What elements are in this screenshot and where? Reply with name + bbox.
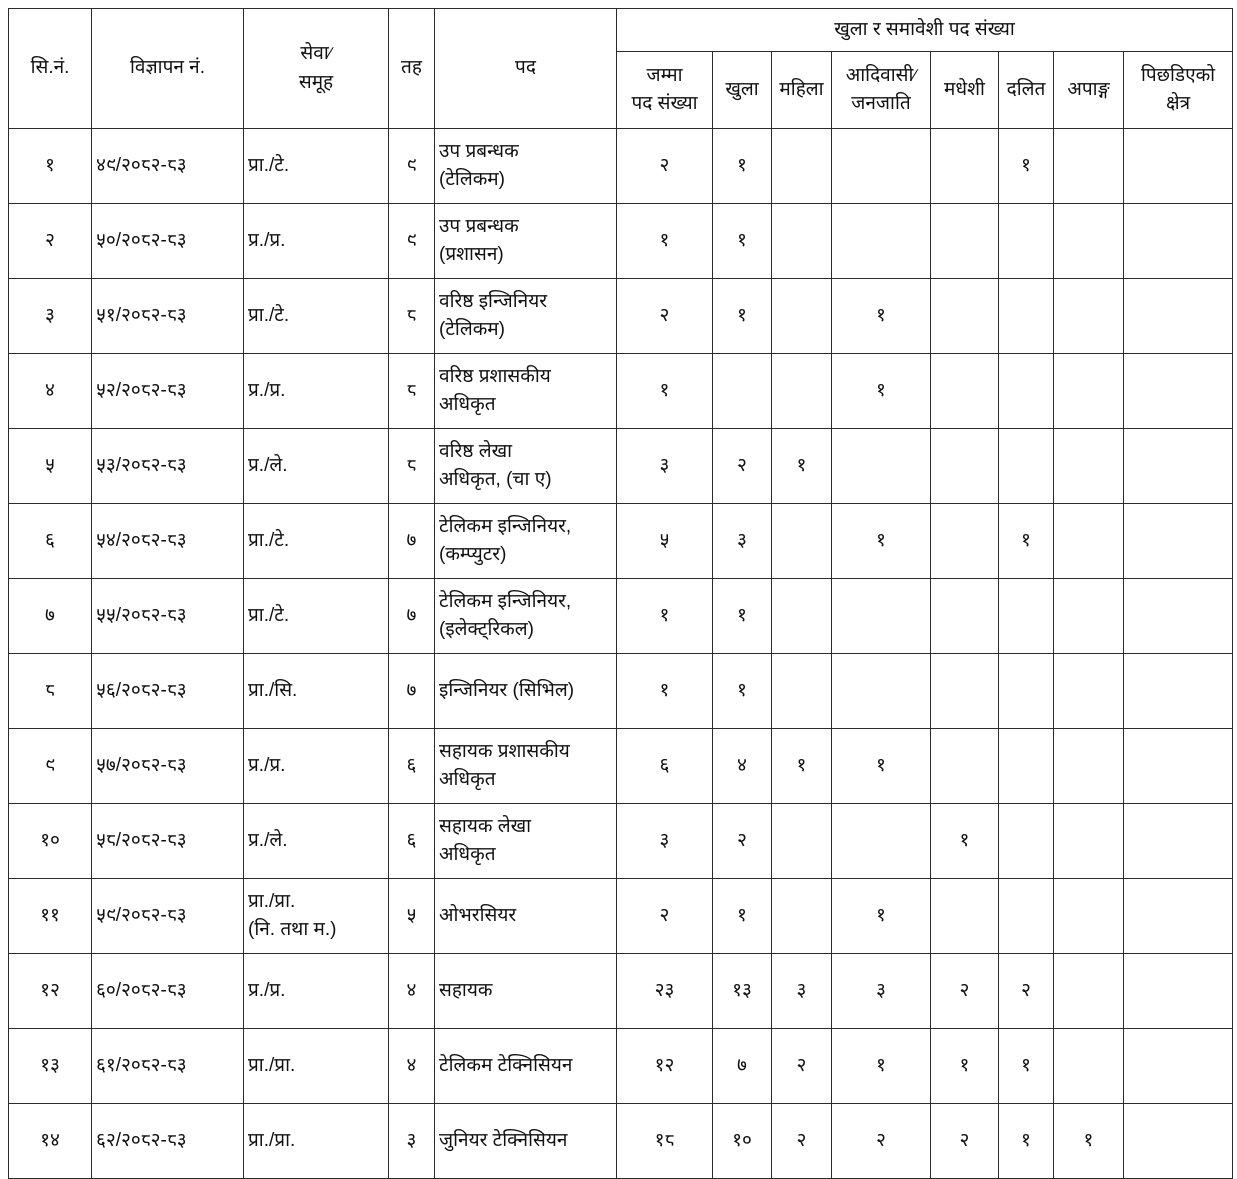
cell-service-group-line1: प्र./प्र. bbox=[248, 754, 286, 776]
cell-backward-region bbox=[1124, 429, 1233, 504]
cell-women bbox=[772, 504, 832, 579]
cell-post-line2: अधिकृत bbox=[439, 769, 496, 790]
cell-advertisement-no: ५१/२०८२-८३ bbox=[92, 279, 244, 354]
cell-disabled bbox=[1054, 354, 1124, 429]
column-header-service-group bbox=[244, 9, 389, 129]
cell-service-group-line1: प्र./प्र. bbox=[248, 379, 286, 401]
cell-sn: १४ bbox=[9, 1104, 92, 1179]
table-row bbox=[9, 654, 1233, 729]
cell-backward-region bbox=[1124, 1104, 1233, 1179]
cell-advertisement-no: ५२/२०८२-८३ bbox=[92, 354, 244, 429]
cell-post bbox=[435, 1104, 617, 1179]
cell-women bbox=[772, 579, 832, 654]
backward-label-line1: पिछडिएको bbox=[1140, 64, 1216, 86]
cell-backward-region bbox=[1124, 504, 1233, 579]
header-row-group bbox=[9, 9, 1233, 52]
cell-backward-region bbox=[1124, 129, 1233, 204]
cell-open: ७ bbox=[713, 1029, 772, 1104]
cell-level: ९ bbox=[389, 129, 435, 204]
cell-advertisement-no: ६०/२०८२-८३ bbox=[92, 954, 244, 1029]
cell-disabled bbox=[1054, 579, 1124, 654]
adivasi-label-line2: जनजाति bbox=[851, 93, 911, 114]
cell-adivasi-janajati: १ bbox=[832, 504, 931, 579]
cell-service-group-line1: प्र./ले. bbox=[248, 829, 288, 851]
cell-post-line1: वरिष्ठ इन्जिनियर bbox=[439, 290, 547, 312]
cell-sn: ८ bbox=[9, 654, 92, 729]
total-label-line2: पद संख्या bbox=[631, 93, 698, 114]
cell-post bbox=[435, 654, 617, 729]
cell-dalit bbox=[999, 429, 1054, 504]
cell-post bbox=[435, 354, 617, 429]
cell-open: ४ bbox=[713, 729, 772, 804]
cell-open: १ bbox=[713, 654, 772, 729]
cell-adivasi-janajati bbox=[832, 129, 931, 204]
column-header-post: पद bbox=[435, 9, 617, 129]
cell-total-posts: ६ bbox=[617, 729, 713, 804]
cell-post-line2: अधिकृत bbox=[439, 394, 496, 415]
cell-post-line1: सहायक bbox=[439, 979, 493, 1001]
cell-post-line1: उप प्रबन्धक bbox=[439, 140, 519, 162]
slash-separator: ∕ bbox=[913, 65, 917, 85]
cell-post bbox=[435, 1029, 617, 1104]
cell-sn: १३ bbox=[9, 1029, 92, 1104]
cell-service-group bbox=[244, 129, 389, 204]
table-row bbox=[9, 879, 1233, 954]
table-row bbox=[9, 954, 1233, 1029]
cell-advertisement-no: ५९/२०८२-८३ bbox=[92, 879, 244, 954]
cell-post bbox=[435, 954, 617, 1029]
cell-level: ६ bbox=[389, 804, 435, 879]
cell-post-line1: जुनियर टेक्निसियन bbox=[439, 1129, 568, 1151]
cell-post-line2: (टेलिकम) bbox=[439, 169, 505, 190]
cell-dalit: १ bbox=[999, 1104, 1054, 1179]
service-group-label-line1: सेवा∕ bbox=[300, 43, 332, 64]
cell-service-group bbox=[244, 729, 389, 804]
cell-service-group-line1: प्रा./टे. bbox=[248, 604, 290, 626]
cell-open: १ bbox=[713, 579, 772, 654]
cell-dalit bbox=[999, 879, 1054, 954]
cell-disabled bbox=[1054, 129, 1124, 204]
cell-post-line2: अधिकृत bbox=[439, 844, 496, 865]
cell-disabled bbox=[1054, 654, 1124, 729]
cell-post bbox=[435, 804, 617, 879]
cell-women bbox=[772, 804, 832, 879]
cell-total-posts: २ bbox=[617, 129, 713, 204]
cell-post-line1: उप प्रबन्धक bbox=[439, 215, 519, 237]
cell-backward-region bbox=[1124, 354, 1233, 429]
cell-open: २ bbox=[713, 804, 772, 879]
cell-madhesi bbox=[931, 279, 999, 354]
table-row bbox=[9, 129, 1233, 204]
cell-madhesi bbox=[931, 354, 999, 429]
cell-open: १३ bbox=[713, 954, 772, 1029]
cell-advertisement-no: ५८/२०८२-८३ bbox=[92, 804, 244, 879]
cell-total-posts: २३ bbox=[617, 954, 713, 1029]
cell-women bbox=[772, 204, 832, 279]
cell-sn: ९ bbox=[9, 729, 92, 804]
column-header-dalit: दलित bbox=[999, 52, 1054, 129]
cell-total-posts: १ bbox=[617, 654, 713, 729]
cell-madhesi: १ bbox=[931, 804, 999, 879]
cell-level: ९ bbox=[389, 204, 435, 279]
cell-post bbox=[435, 879, 617, 954]
cell-disabled bbox=[1054, 879, 1124, 954]
cell-dalit bbox=[999, 204, 1054, 279]
table-row bbox=[9, 579, 1233, 654]
cell-dalit: १ bbox=[999, 129, 1054, 204]
cell-service-group-line1: प्रा./प्रा. bbox=[248, 1129, 296, 1151]
cell-madhesi bbox=[931, 879, 999, 954]
cell-level: ६ bbox=[389, 729, 435, 804]
cell-level: ५ bbox=[389, 879, 435, 954]
cell-madhesi: १ bbox=[931, 1029, 999, 1104]
cell-post-line2: (कम्प्युटर) bbox=[439, 544, 507, 565]
cell-dalit bbox=[999, 654, 1054, 729]
cell-women: १ bbox=[772, 429, 832, 504]
table-body bbox=[9, 129, 1233, 1179]
cell-service-group bbox=[244, 879, 389, 954]
cell-dalit: १ bbox=[999, 1029, 1054, 1104]
table-row bbox=[9, 1104, 1233, 1179]
cell-advertisement-no: ५०/२०८२-८३ bbox=[92, 204, 244, 279]
cell-service-group bbox=[244, 954, 389, 1029]
column-header-backward-region bbox=[1124, 52, 1233, 129]
cell-advertisement-no: ५६/२०८२-८३ bbox=[92, 654, 244, 729]
cell-backward-region bbox=[1124, 654, 1233, 729]
total-label-line1: जम्मा bbox=[646, 64, 683, 86]
cell-madhesi bbox=[931, 579, 999, 654]
cell-adivasi-janajati bbox=[832, 654, 931, 729]
cell-service-group-line1: प्रा./सि. bbox=[248, 679, 298, 701]
table-row bbox=[9, 504, 1233, 579]
cell-madhesi bbox=[931, 204, 999, 279]
cell-level: ७ bbox=[389, 654, 435, 729]
cell-total-posts: १२ bbox=[617, 1029, 713, 1104]
cell-adivasi-janajati: २ bbox=[832, 1104, 931, 1179]
cell-service-group-line1: प्रा./प्रा. bbox=[248, 1054, 296, 1076]
cell-total-posts: ३ bbox=[617, 429, 713, 504]
cell-backward-region bbox=[1124, 729, 1233, 804]
cell-women bbox=[772, 654, 832, 729]
column-header-advertisement-no: विज्ञापन नं. bbox=[92, 9, 244, 129]
cell-level: ४ bbox=[389, 1029, 435, 1104]
cell-disabled bbox=[1054, 279, 1124, 354]
cell-sn: ११ bbox=[9, 879, 92, 954]
cell-post bbox=[435, 579, 617, 654]
cell-open: १० bbox=[713, 1104, 772, 1179]
table-row bbox=[9, 279, 1233, 354]
cell-service-group bbox=[244, 1104, 389, 1179]
column-header-madhesi: मधेशी bbox=[931, 52, 999, 129]
cell-service-group bbox=[244, 354, 389, 429]
cell-sn: १० bbox=[9, 804, 92, 879]
cell-backward-region bbox=[1124, 954, 1233, 1029]
cell-backward-region bbox=[1124, 804, 1233, 879]
cell-service-group-line1: प्र./प्र. bbox=[248, 229, 286, 251]
column-header-level: तह bbox=[389, 9, 435, 129]
cell-women bbox=[772, 279, 832, 354]
cell-backward-region bbox=[1124, 879, 1233, 954]
cell-level: ७ bbox=[389, 504, 435, 579]
cell-total-posts: १ bbox=[617, 579, 713, 654]
cell-open: १ bbox=[713, 204, 772, 279]
cell-backward-region bbox=[1124, 204, 1233, 279]
cell-disabled bbox=[1054, 504, 1124, 579]
cell-level: ४ bbox=[389, 954, 435, 1029]
cell-post-line1: इन्जिनियर (सिभिल) bbox=[439, 679, 575, 701]
cell-post-line2: (इलेक्ट्रिकल) bbox=[439, 619, 534, 640]
cell-post-line1: वरिष्ठ प्रशासकीय bbox=[439, 365, 551, 387]
cell-dalit bbox=[999, 354, 1054, 429]
cell-women: २ bbox=[772, 1104, 832, 1179]
adivasi-label-line1: आदिवासी∕ bbox=[845, 64, 917, 86]
cell-dalit bbox=[999, 729, 1054, 804]
cell-women bbox=[772, 879, 832, 954]
vacancy-table bbox=[8, 8, 1233, 1179]
cell-service-group bbox=[244, 1029, 389, 1104]
cell-women bbox=[772, 354, 832, 429]
cell-level: ७ bbox=[389, 579, 435, 654]
backward-label-line2: क्षेत्र bbox=[1165, 93, 1191, 114]
cell-disabled bbox=[1054, 729, 1124, 804]
cell-post-line1: टेलिकम टेक्निसियन bbox=[439, 1054, 573, 1076]
cell-madhesi bbox=[931, 429, 999, 504]
cell-total-posts: ५ bbox=[617, 504, 713, 579]
cell-total-posts: ३ bbox=[617, 804, 713, 879]
cell-women: ३ bbox=[772, 954, 832, 1029]
cell-adivasi-janajati: १ bbox=[832, 279, 931, 354]
table-row bbox=[9, 804, 1233, 879]
table-header bbox=[9, 9, 1233, 129]
cell-level: ८ bbox=[389, 354, 435, 429]
cell-advertisement-no: ४९/२०८२-८३ bbox=[92, 129, 244, 204]
column-header-disabled: अपाङ्ग bbox=[1054, 52, 1124, 129]
cell-post bbox=[435, 729, 617, 804]
cell-open: २ bbox=[713, 429, 772, 504]
cell-disabled: १ bbox=[1054, 1104, 1124, 1179]
cell-open bbox=[713, 354, 772, 429]
cell-madhesi bbox=[931, 504, 999, 579]
cell-disabled bbox=[1054, 429, 1124, 504]
cell-post-line2: अधिकृत, (चा ए) bbox=[439, 469, 552, 490]
cell-dalit bbox=[999, 279, 1054, 354]
cell-sn: ३ bbox=[9, 279, 92, 354]
cell-adivasi-janajati bbox=[832, 204, 931, 279]
cell-adivasi-janajati: १ bbox=[832, 1029, 931, 1104]
cell-service-group bbox=[244, 579, 389, 654]
cell-sn: ६ bbox=[9, 504, 92, 579]
cell-post-line1: वरिष्ठ लेखा bbox=[439, 440, 513, 462]
cell-adivasi-janajati bbox=[832, 579, 931, 654]
cell-service-group bbox=[244, 504, 389, 579]
cell-madhesi bbox=[931, 729, 999, 804]
cell-women: १ bbox=[772, 729, 832, 804]
cell-madhesi bbox=[931, 129, 999, 204]
cell-adivasi-janajati: १ bbox=[832, 879, 931, 954]
cell-sn: ५ bbox=[9, 429, 92, 504]
cell-madhesi: २ bbox=[931, 954, 999, 1029]
cell-backward-region bbox=[1124, 579, 1233, 654]
cell-service-group-line1: प्रा./प्रा. bbox=[248, 890, 296, 912]
cell-post-line2: (टेलिकम) bbox=[439, 319, 505, 340]
cell-advertisement-no: ५४/२०८२-८३ bbox=[92, 504, 244, 579]
cell-service-group bbox=[244, 654, 389, 729]
cell-post-line2: (प्रशासन) bbox=[439, 244, 504, 265]
cell-total-posts: २ bbox=[617, 879, 713, 954]
cell-dalit bbox=[999, 804, 1054, 879]
cell-disabled bbox=[1054, 204, 1124, 279]
cell-open: १ bbox=[713, 279, 772, 354]
cell-service-group-line1: प्रा./टे. bbox=[248, 154, 290, 176]
table-row bbox=[9, 204, 1233, 279]
cell-level: ८ bbox=[389, 279, 435, 354]
cell-advertisement-no: ६१/२०८२-८३ bbox=[92, 1029, 244, 1104]
table-row bbox=[9, 354, 1233, 429]
cell-total-posts: १ bbox=[617, 204, 713, 279]
cell-sn: २ bbox=[9, 204, 92, 279]
cell-dalit: २ bbox=[999, 954, 1054, 1029]
cell-backward-region bbox=[1124, 279, 1233, 354]
table-row bbox=[9, 1029, 1233, 1104]
column-header-adivasi-janajati bbox=[832, 52, 931, 129]
cell-advertisement-no: ५५/२०८२-८३ bbox=[92, 579, 244, 654]
slash-separator: ∕ bbox=[328, 44, 332, 63]
cell-backward-region bbox=[1124, 1029, 1233, 1104]
cell-open: १ bbox=[713, 879, 772, 954]
cell-post bbox=[435, 504, 617, 579]
cell-service-group-line1: प्रा./टे. bbox=[248, 529, 290, 551]
cell-service-group bbox=[244, 429, 389, 504]
cell-adivasi-janajati bbox=[832, 804, 931, 879]
cell-post-line1: टेलिकम इन्जिनियर, bbox=[439, 515, 572, 537]
table-row bbox=[9, 429, 1233, 504]
cell-advertisement-no: ६२/२०८२-८३ bbox=[92, 1104, 244, 1179]
cell-level: ३ bbox=[389, 1104, 435, 1179]
table-row bbox=[9, 729, 1233, 804]
cell-post-line1: टेलिकम इन्जिनियर, bbox=[439, 590, 572, 612]
column-header-total-posts bbox=[617, 52, 713, 129]
cell-madhesi bbox=[931, 654, 999, 729]
cell-women: २ bbox=[772, 1029, 832, 1104]
cell-service-group-line2: (नि. तथा म.) bbox=[248, 919, 337, 940]
cell-adivasi-janajati bbox=[832, 429, 931, 504]
cell-service-group bbox=[244, 804, 389, 879]
cell-level: ८ bbox=[389, 429, 435, 504]
cell-disabled bbox=[1054, 1029, 1124, 1104]
cell-sn: १२ bbox=[9, 954, 92, 1029]
cell-sn: १ bbox=[9, 129, 92, 204]
cell-service-group-line1: प्रा./टे. bbox=[248, 304, 290, 326]
cell-post bbox=[435, 204, 617, 279]
cell-adivasi-janajati: ३ bbox=[832, 954, 931, 1029]
cell-women bbox=[772, 129, 832, 204]
cell-dalit bbox=[999, 579, 1054, 654]
cell-service-group bbox=[244, 204, 389, 279]
cell-total-posts: १ bbox=[617, 354, 713, 429]
cell-total-posts: २ bbox=[617, 279, 713, 354]
cell-post-line1: ओभरसियर bbox=[439, 904, 517, 926]
cell-post bbox=[435, 279, 617, 354]
cell-service-group bbox=[244, 279, 389, 354]
cell-open: १ bbox=[713, 129, 772, 204]
service-group-label-line2: समूह bbox=[298, 71, 334, 93]
cell-service-group-line1: प्र./ले. bbox=[248, 454, 288, 476]
cell-sn: ७ bbox=[9, 579, 92, 654]
column-header-open: खुला bbox=[713, 52, 772, 129]
column-header-group-inclusive: खुला र समावेशी पद संख्या bbox=[617, 9, 1233, 52]
cell-advertisement-no: ५७/२०८२-८३ bbox=[92, 729, 244, 804]
cell-post-line1: सहायक लेखा bbox=[439, 815, 532, 837]
column-header-sn: सि.नं. bbox=[9, 9, 92, 129]
cell-post bbox=[435, 129, 617, 204]
cell-dalit: १ bbox=[999, 504, 1054, 579]
cell-disabled bbox=[1054, 954, 1124, 1029]
cell-post-line1: सहायक प्रशासकीय bbox=[439, 740, 570, 762]
cell-service-group-line1: प्र./प्र. bbox=[248, 979, 286, 1001]
cell-open: ३ bbox=[713, 504, 772, 579]
cell-madhesi: २ bbox=[931, 1104, 999, 1179]
column-header-women: महिला bbox=[772, 52, 832, 129]
cell-sn: ४ bbox=[9, 354, 92, 429]
cell-total-posts: १८ bbox=[617, 1104, 713, 1179]
cell-post bbox=[435, 429, 617, 504]
cell-adivasi-janajati: १ bbox=[832, 354, 931, 429]
cell-advertisement-no: ५३/२०८२-८३ bbox=[92, 429, 244, 504]
cell-disabled bbox=[1054, 804, 1124, 879]
cell-adivasi-janajati: १ bbox=[832, 729, 931, 804]
